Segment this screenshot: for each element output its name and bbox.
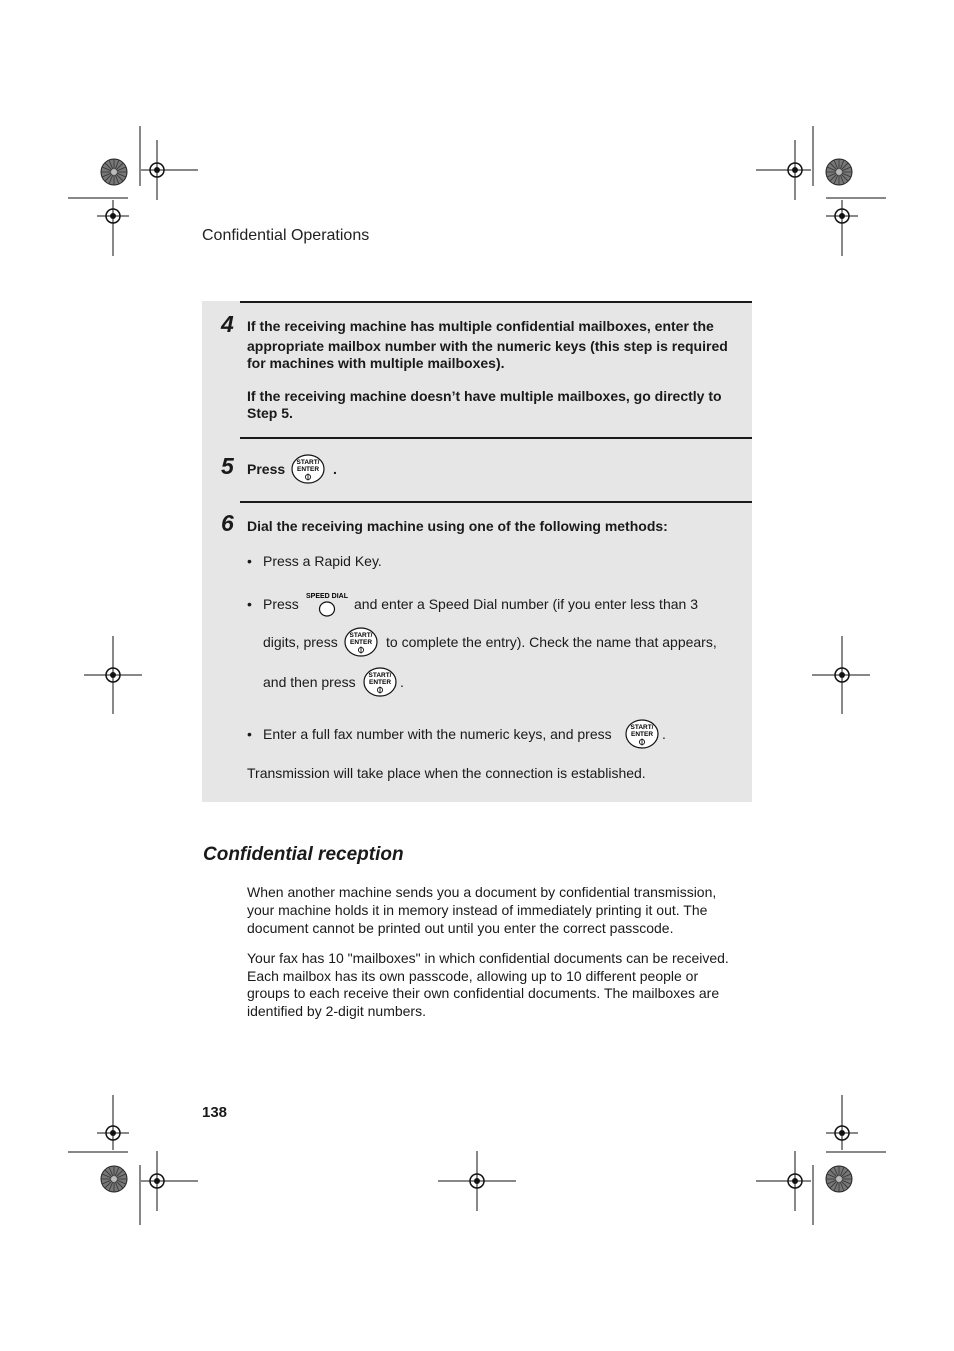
paragraph-1-line: When another machine sends you a document by confidential transmission, <box>247 884 717 900</box>
paragraph-2-line: groups to each receive their own confidential documents. The mailboxes are <box>247 985 720 1001</box>
start-enter-key-icon <box>344 627 378 657</box>
start-key-line1: START/ <box>349 632 373 639</box>
bullet-rapid-key: Press a Rapid Key. <box>263 553 382 569</box>
paragraph-2-line: identified by 2-digit numbers. <box>247 1003 426 1019</box>
start-key-line2: ENTER <box>368 679 392 686</box>
bullet-symbol: • <box>247 553 252 569</box>
step-6-heading: Dial the receiving machine using one of the following methods: <box>247 518 668 534</box>
bullet-speed-dial-text: and enter a Speed Dial number (if you enter less than 3 <box>354 596 698 612</box>
bullet-symbol: • <box>247 726 252 742</box>
start-enter-key-icon <box>291 454 325 484</box>
section-title: Confidential reception <box>203 844 404 865</box>
paragraph-1-line: your machine holds it in memory instead of immediately printing it out. The <box>247 902 708 918</box>
speed-dial-key-icon <box>306 590 348 618</box>
bullet-symbol: • <box>247 596 252 612</box>
speed-dial-key-label: SPEED DIAL <box>306 593 348 600</box>
page-number: 138 <box>202 1104 228 1121</box>
paragraph-2-line: Your fax has 10 "mailboxes" in which confidential documents can be received. <box>247 950 729 966</box>
step-4-number: 4 <box>221 311 234 337</box>
step-divider <box>240 501 752 503</box>
start-key-line1: START/ <box>630 724 654 731</box>
step-6-number: 6 <box>221 510 234 536</box>
step-5-number: 5 <box>221 453 234 479</box>
bullet-speed-dial-text: and then press <box>263 674 356 690</box>
bullet-full-fax-number: Enter a full fax number with the numeric keys, and press <box>263 726 612 742</box>
step-4-text-line: appropriate mailbox number with the numeric keys (this step is required <box>247 338 728 354</box>
start-key-line1: START/ <box>296 459 320 466</box>
running-header: Confidential Operations <box>202 227 370 244</box>
step-divider <box>240 301 752 303</box>
step-6-footer: Transmission will take place when the connection is established. <box>247 765 646 781</box>
step-5-period: . <box>333 461 337 477</box>
step-4-text-line: Step 5. <box>247 405 293 421</box>
bullet-speed-dial-text: Press <box>263 596 299 612</box>
paragraph-2-line: Each mailbox has its own passcode, allowing up to 10 different people or <box>247 968 699 984</box>
start-key-line1: START/ <box>368 672 392 679</box>
step-5-press-label: Press <box>247 461 286 477</box>
step-4-text-line: for machines with multiple mailboxes). <box>247 355 505 371</box>
start-enter-key-icon <box>363 667 397 697</box>
bullet-speed-dial-text: . <box>400 674 404 690</box>
start-key-line2: ENTER <box>349 639 373 646</box>
start-key-line2: ENTER <box>630 731 654 738</box>
bullet-speed-dial-text: digits, press <box>263 634 338 650</box>
step-4-text-line: If the receiving machine has multiple confidential mailboxes, enter the <box>247 318 714 334</box>
bullet-speed-dial-text: to complete the entry). Check the name that appears, <box>386 634 717 650</box>
paragraph-1-line: document cannot be printed out until you enter the correct passcode. <box>247 920 674 936</box>
bullet-period: . <box>662 726 666 742</box>
step-divider <box>240 437 752 439</box>
step-4-text-line: If the receiving machine doesn’t have multiple mailboxes, go directly to <box>247 388 722 404</box>
start-key-line2: ENTER <box>296 466 320 473</box>
start-enter-key-icon <box>625 719 659 749</box>
steps-panel <box>202 301 752 802</box>
